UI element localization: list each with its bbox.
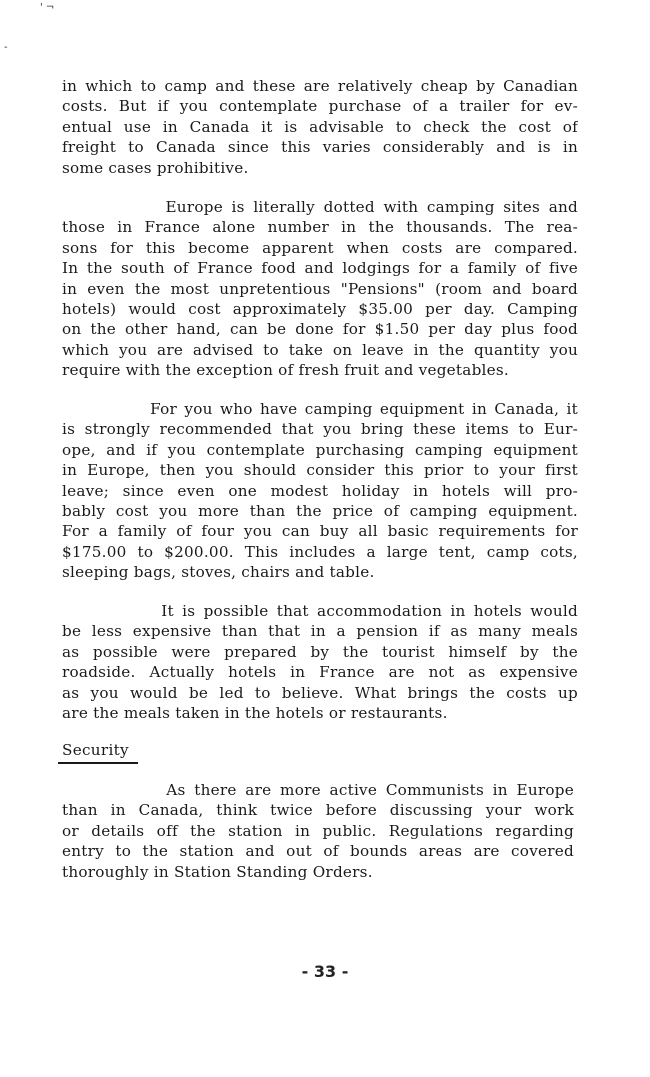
text-line: as possible were prepared by the tourist himself by the [62, 642, 578, 661]
text-line: as you would be led to believe. What brings the costs up [62, 683, 578, 702]
text-line: which you are advised to take on leave in the quantity you [62, 340, 578, 359]
text-line: entual use in Canada it is advisable to check the cost of [62, 117, 578, 136]
text-line: thoroughly in Station Standing Orders. [62, 862, 373, 881]
paragraph-trailer-costs [62, 76, 578, 178]
text-line: in even the most unpretentious "Pensions" (room and board [62, 279, 578, 298]
text-line: As there are more active Communists in Europe [62, 781, 574, 799]
text-line: leave; since even one modest holiday in hotels will pro- [62, 481, 578, 500]
text-line: It is possible that accommodation in hotels would [62, 602, 578, 620]
scan-mark: - [4, 42, 8, 53]
text-line: in Europe, then you should consider this prior to your first [62, 461, 578, 480]
text-line: or details off the station in public. Regulations regarding [62, 821, 574, 840]
text-line: roadside. Actually hotels in France are not as expensive [62, 663, 578, 682]
text-line: For you who have camping equipment in Canada, it [62, 400, 578, 418]
text-line: those in France alone number in the thousands. The rea- [62, 218, 578, 237]
text-line: sons for this become apparent when costs are compared. [62, 238, 578, 257]
text-line: are the meals taken in the hotels or restaurants. [62, 703, 448, 722]
paragraph-camping-sites [62, 197, 578, 381]
text-line: entry to the station and out of bounds areas are covered [62, 842, 574, 861]
text-line: some cases prohibitive. [62, 158, 249, 177]
heading-underline [58, 762, 138, 764]
page-number: - 33 - [301, 962, 349, 981]
paragraph-hotels [62, 601, 578, 723]
text-line: is strongly recommended that you bring these items to Eur- [62, 420, 578, 439]
text-line: require with the exception of fresh fruit and vegetables. [62, 361, 510, 380]
text-line: Europe is literally dotted with camping sites and [62, 198, 578, 216]
text-line: bably cost you more than the price of camping equipment. [62, 501, 578, 520]
scan-mark: ' ¬ [40, 2, 55, 13]
text-line: $175.00 to $200.00. This includes a large tent, camp cots, [62, 542, 578, 561]
text-line: hotels) would cost approximately $35.00 per day. Camping [62, 299, 578, 318]
text-line: For a family of four you can buy all basic requirements for [62, 522, 578, 541]
text-line: be less expensive than that in a pension if as many meals [62, 622, 578, 641]
paragraph-camping-equipment [62, 399, 578, 583]
paragraph-security [62, 780, 574, 882]
text-line: sleeping bags, stoves, chairs and table. [62, 563, 375, 582]
text-line: costs. But if you contemplate purchase of a trailer for ev- [62, 97, 578, 116]
text-line: than in Canada, think twice before discussing your work [62, 801, 574, 820]
text-line: on the other hand, can be done for $1.50 per day plus food [62, 320, 578, 339]
text-line: in which to camp and these are relatively cheap by Canadian [62, 77, 578, 95]
text-line: ope, and if you contemplate purchasing camping equipment [62, 440, 578, 459]
text-line: In the south of France food and lodgings for a family of five [62, 259, 578, 278]
text-line: freight to Canada since this varies considerably and is in [62, 138, 578, 157]
section-heading-security: Security [62, 741, 129, 759]
